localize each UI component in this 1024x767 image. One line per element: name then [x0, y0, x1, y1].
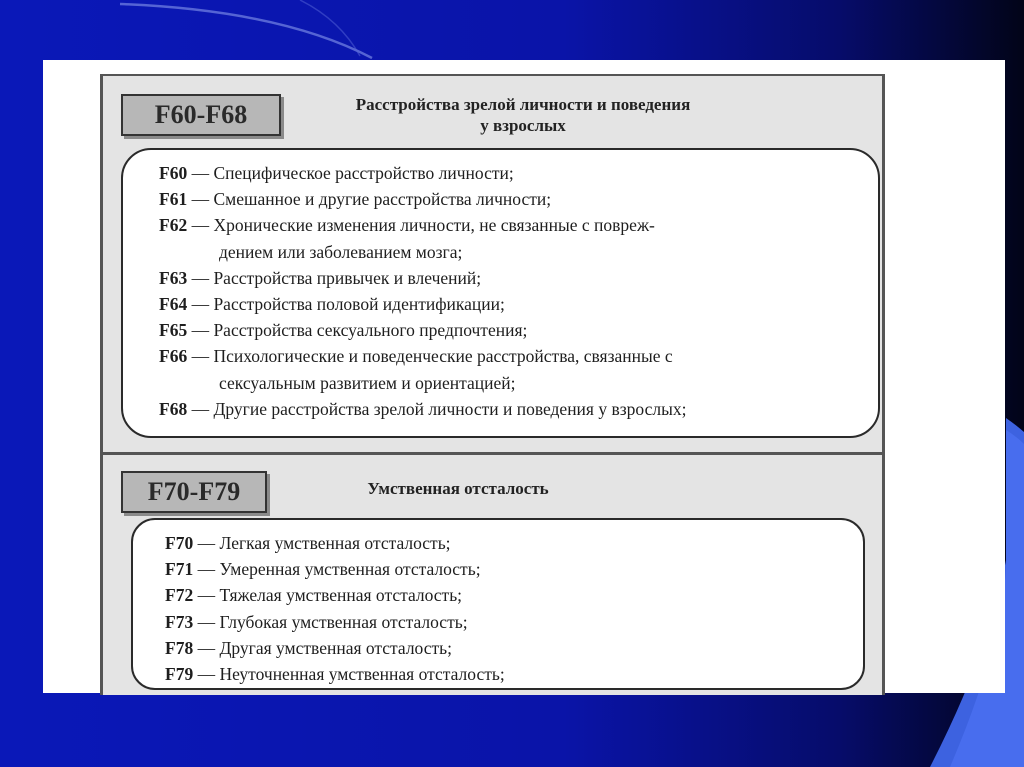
item-text: — Неуточненная умственная отсталость; [197, 664, 505, 685]
item-code: F78 [165, 637, 194, 658]
scanned-document [100, 74, 885, 695]
item-text: — Тяжелая умственная отсталость; [197, 585, 463, 606]
item-code: F73 [165, 611, 194, 632]
list-item [165, 635, 505, 661]
item-code: F71 [165, 559, 194, 580]
item-code: F65 [159, 320, 188, 341]
item-code: F79 [165, 664, 194, 685]
list-item [159, 291, 686, 317]
section-code-box: F70-F79 [121, 471, 267, 513]
list-item [159, 396, 686, 422]
item-code: F66 [159, 346, 188, 367]
list-item [159, 212, 686, 238]
list-item [159, 186, 686, 212]
codes-list [159, 160, 686, 422]
item-code: F72 [165, 585, 194, 606]
section-heading [283, 478, 633, 499]
item-continuation: дением или заболеванием мозга; [219, 241, 463, 262]
list-item [165, 582, 505, 608]
list-item [159, 317, 686, 343]
codes-list [165, 530, 505, 687]
list-item [165, 530, 505, 556]
slide-content-area [43, 60, 1005, 693]
section-divider [103, 452, 882, 455]
list-item [165, 556, 505, 582]
section-heading-line: Расстройства зрелой личности и поведения [355, 95, 691, 114]
item-text: — Другие расстройства зрелой личности и поведения у взрослых; [191, 398, 687, 419]
item-text: — Расстройства сексуального предпочтения; [191, 320, 528, 341]
item-text: — Глубокая умственная отсталость; [197, 611, 468, 632]
section-heading [283, 94, 763, 136]
item-code: F70 [165, 533, 194, 553]
section-code-box: F60-F68 [121, 94, 281, 136]
list-item [159, 343, 686, 369]
list-item [165, 661, 505, 687]
item-code: F68 [159, 398, 188, 419]
item-text: — Психологические и поведенческие расстройства, связанные с [191, 346, 673, 367]
item-text: — Специфическое расстройство личности; [191, 163, 514, 183]
list-item [165, 609, 505, 635]
item-text: — Легкая умственная отсталость; [197, 533, 451, 553]
list-item [159, 265, 686, 291]
item-text: — Хронические изменения личности, не связанные с повреж- [191, 215, 655, 236]
item-code: F63 [159, 267, 188, 288]
item-code: F61 [159, 189, 188, 210]
section-heading-line: Умственная отсталость [367, 479, 549, 498]
item-code: F60 [159, 163, 188, 183]
item-text: — Расстройства половой идентификации; [191, 294, 505, 315]
item-continuation: сексуальным развитием и ориентацией; [219, 372, 516, 393]
section-heading-line: у взрослых [480, 116, 566, 135]
item-text: — Смешанное и другие расстройства личности; [191, 189, 552, 210]
item-text: — Умеренная умственная отсталость; [197, 559, 481, 580]
list-item [159, 160, 686, 186]
item-text: — Другая умственная отсталость; [197, 637, 452, 658]
item-code: F64 [159, 294, 188, 315]
item-text: — Расстройства привычек и влечений; [191, 267, 482, 288]
item-code: F62 [159, 215, 188, 236]
